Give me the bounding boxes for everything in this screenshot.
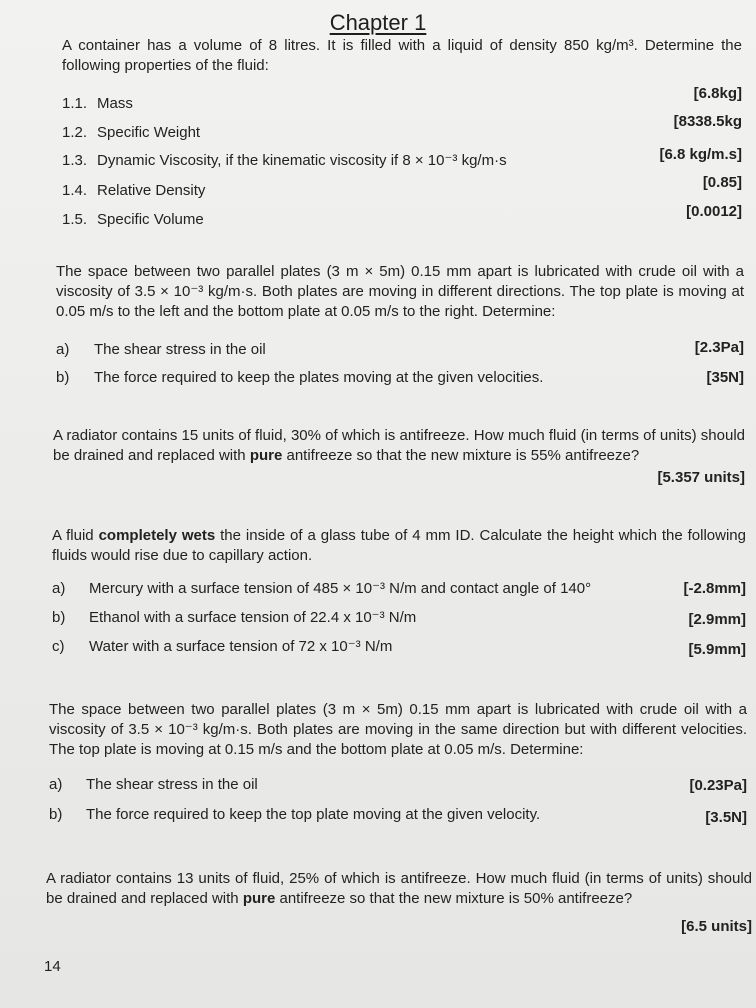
item-answer: [2.9mm] (688, 611, 746, 628)
item-letter: a) (56, 341, 70, 358)
question-4-bold: completely wets (98, 527, 216, 544)
item-number: 1.2. (62, 124, 88, 141)
question-2-item-b (56, 368, 744, 388)
item-text: The shear stress in the oil (94, 341, 266, 358)
question-5-item-a (49, 775, 747, 795)
item-answer: [35N] (706, 369, 744, 386)
item-answer: [3.5N] (705, 809, 747, 826)
item-text: Specific Weight (97, 124, 201, 141)
item-letter: c) (52, 638, 65, 655)
item-text: Dynamic Viscosity, if the kinematic viscosity if 8 × 10⁻³ kg/m·s (97, 152, 507, 169)
item-text: The force required to keep the top plate moving at the given velocity. (86, 806, 541, 823)
page-number: 14 (44, 958, 61, 975)
item-answer: [2.3Pa] (694, 339, 744, 356)
question-3 (53, 426, 745, 492)
item-text: Ethanol with a surface tension of 22.4 x 10⁻³ N/m (89, 609, 417, 626)
question-3-bold: pure (249, 447, 283, 464)
question-6 (46, 869, 752, 939)
question-5-intro: The space between two parallel plates (3 m × 5m) 0.15 mm apart is lubricated with crude oil with a viscosity of 3.5 × 10⁻³ kg/m·s. Both plates are moving in the same direction but with different velocities. The top plate is moving at 0.15 m/s and the bottom plate at 0.05 m/s. Determine: (49, 701, 747, 758)
question-4-text-end: the inside of a glass tube of 4 mm ID. Calculate the height which the following fluids would rise due to capillary action. (52, 527, 746, 564)
question-4-item-c (52, 637, 746, 657)
item-answer: [0.85] (702, 174, 742, 191)
item-letter: b) (52, 609, 66, 626)
question-1-item-4 (62, 174, 742, 201)
question-2-intro: The space between two parallel plates (3 m × 5m) 0.15 mm apart is lubricated with crude oil with a viscosity of 3.5 × 10⁻³ kg/m·s. Both plates are moving in different directions. The top plate is moving at 0.05 m/s to the left and the bottom plate at 0.05 m/s to the right. Determine: (56, 263, 744, 320)
question-6-text: A radiator contains 13 units of fluid, 25% of which is antifreeze. How much fluid (in terms of units) should be drained and replaced with (46, 870, 752, 907)
question-6-intro (46, 869, 752, 909)
question-3-answer: [5.357 units] (657, 469, 745, 486)
item-answer: [-2.8mm] (683, 580, 746, 597)
question-4-intro (52, 526, 746, 566)
item-answer: [0.0012] (686, 203, 742, 220)
question-4-item-a (52, 579, 746, 599)
question-3-text-end: antifreeze so that the new mixture is 55% antifreeze? (286, 447, 640, 464)
question-5-item-b (49, 805, 747, 825)
question-2-item-a (56, 340, 744, 360)
question-1-item-1 (62, 85, 742, 114)
question-6-bold: pure (242, 890, 276, 907)
question-3-text: A radiator contains 15 units of fluid, 30% of which is antifreeze. How much fluid (in terms of units) should be drained and replaced with (53, 427, 745, 464)
question-4-item-b (52, 608, 746, 628)
question-3-intro (53, 426, 745, 466)
item-text: Relative Density (97, 182, 206, 199)
question-4-text: A fluid (52, 527, 94, 544)
item-letter: b) (56, 369, 70, 386)
chapter-title: Chapter 1 (329, 10, 427, 35)
item-number: 1.4. (62, 182, 88, 199)
item-text: Mercury with a surface tension of 485 × 10⁻³ N/m and contact angle of 140° (89, 580, 592, 597)
item-text: The shear stress in the oil (86, 776, 258, 793)
question-1 (62, 36, 742, 236)
question-4 (52, 526, 746, 662)
item-number: 1.5. (62, 211, 88, 228)
item-text: The force required to keep the plates moving at the given velocities. (94, 369, 544, 386)
question-6-answer: [6.5 units] (681, 918, 752, 935)
item-number: 1.1. (62, 95, 88, 112)
item-answer: [6.8kg] (693, 85, 742, 102)
question-1-item-3 (62, 146, 742, 171)
item-answer: [0.23Pa] (689, 777, 747, 794)
item-answer: [6.8 kg/m.s] (659, 146, 742, 163)
item-answer: [5.9mm] (688, 641, 746, 658)
item-letter: a) (49, 776, 63, 793)
item-letter: a) (52, 580, 66, 597)
item-answer: [8338.5kg (673, 113, 742, 130)
question-1-item-5 (62, 203, 742, 230)
question-5 (49, 700, 747, 830)
question-6-text-end: antifreeze so that the new mixture is 50% antifreeze? (279, 890, 633, 907)
question-1-intro: A container has a volume of 8 litres. It is filled with a liquid of density 850 kg/m³. Determine the following properties of the fluid: (62, 37, 742, 74)
item-number: 1.3. (62, 152, 88, 169)
question-2 (56, 262, 744, 392)
question-1-item-2 (62, 113, 742, 143)
item-text: Specific Volume (97, 211, 204, 228)
item-text: Water with a surface tension of 72 x 10⁻³ N/m (89, 638, 393, 655)
item-text: Mass (97, 95, 133, 112)
item-letter: b) (49, 806, 63, 823)
